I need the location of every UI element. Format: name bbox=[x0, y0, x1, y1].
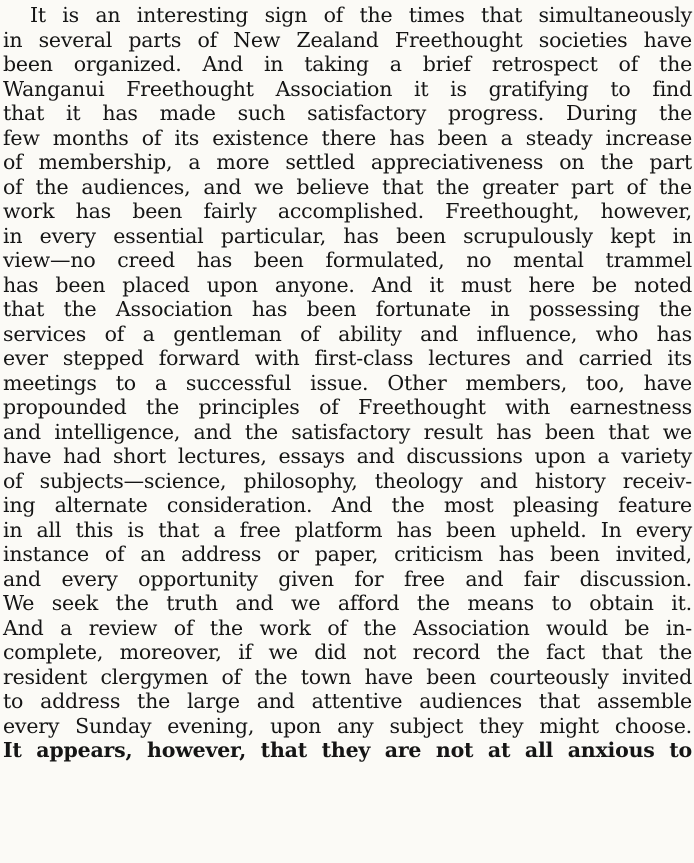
text-line: It appears, however, that they are not at all anxious to bbox=[3, 738, 692, 762]
text-line: resident clergymen of the town have been courteously invited bbox=[3, 664, 692, 689]
text-line: ever stepped forward with first-class lectures and carried its bbox=[3, 346, 692, 370]
text-line: propounded the principles of Freethought with earnestness bbox=[3, 395, 692, 419]
text-line: of membership, a more settled appreciativeness on the part bbox=[3, 150, 692, 174]
text-line: view—no creed has been formulated, no mental trammel bbox=[3, 248, 692, 272]
text-line: been organized. And in taking a brief retrospect of the bbox=[3, 52, 692, 76]
text-line: ing alternate consideration. And the most pleasing feature bbox=[3, 493, 692, 517]
text-line: that it has made such satisfactory progress. During the bbox=[3, 101, 692, 125]
text-line: complete, moreover, if we did not record the fact that the bbox=[3, 640, 692, 664]
text-line: and every opportunity given for free and fair discussion. bbox=[3, 566, 692, 591]
text-line: of subjects—science, philosophy, theology and history receiv- bbox=[3, 468, 692, 493]
text-line: and intelligence, and the satisfactory result has been that we bbox=[3, 419, 692, 444]
text-line: that the Association has been fortunate in possessing the bbox=[3, 297, 692, 321]
text-line: have had short lectures, essays and discussions upon a variety bbox=[3, 444, 692, 468]
text-line: of the audiences, and we believe that the greater part of the bbox=[3, 174, 692, 199]
text-line: services of a gentleman of ability and influence, who has bbox=[3, 321, 692, 346]
text-line: Wanganui Freethought Association it is gratifying to find bbox=[3, 76, 692, 101]
text-line: in every essential particular, has been scrupulously kept in bbox=[3, 223, 692, 248]
text-line: meetings to a successful issue. Other members, too, have bbox=[3, 370, 692, 395]
text-line: instance of an address or paper, criticism has been invited, bbox=[3, 542, 692, 566]
text-line: in several parts of New Zealand Freethought societies have bbox=[3, 27, 692, 52]
text-line: work has been fairly accomplished. Freethought, however, bbox=[3, 199, 692, 223]
text-line: has been placed upon anyone. And it must here be noted bbox=[3, 272, 692, 297]
text-line: in all this is that a free platform has been upheld. In every bbox=[3, 517, 692, 542]
text-line: every Sunday evening, upon any subject they might choose. bbox=[3, 713, 692, 738]
text-line: to address the large and attentive audiences that assemble bbox=[3, 689, 692, 713]
text-line: We seek the truth and we afford the means to obtain it. bbox=[3, 591, 692, 615]
text-line: It is an interesting sign of the times that simultaneously bbox=[30, 3, 692, 27]
text-line: And a review of the work of the Association would be in- bbox=[3, 615, 692, 640]
text-line: few months of its existence there has been a steady increase bbox=[3, 125, 692, 150]
